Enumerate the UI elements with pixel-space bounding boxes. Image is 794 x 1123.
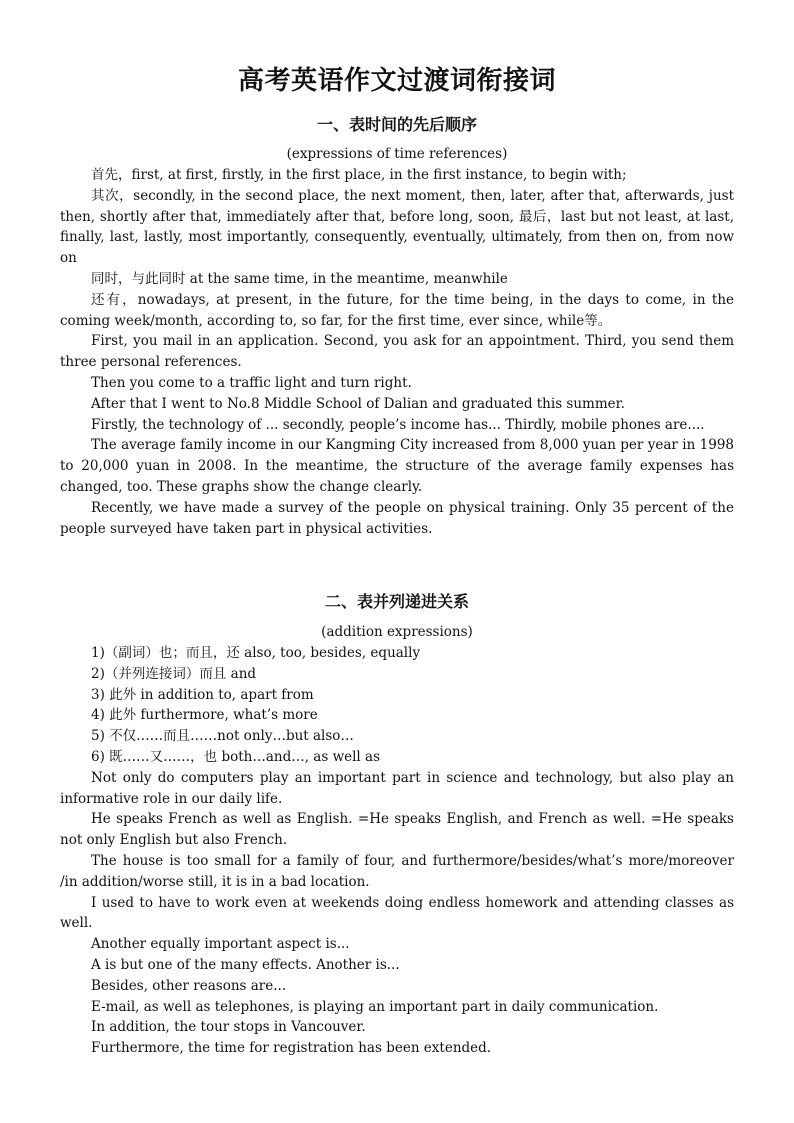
paragraph: Firstly, the technology of ... secondly, people’s income has... Thirdly, mobile phones are.... — [91, 416, 705, 433]
list-item: 6) 既……又……，也 both…and…, as well as — [91, 748, 381, 765]
list-item: 2)（并列连接词）而且 and — [91, 665, 257, 682]
paragraph: In addition, the tour stops in Vancouver. — [91, 1019, 366, 1036]
paragraph: 还有，nowadays, at present, in the future, for the time being, in the days to come, in the coming week/month, according to, so far, for the first time, ever since, while等。 — [60, 291, 734, 329]
paragraph: I used to have to work even at weekends doing endless homework and attending classes as well. — [60, 894, 734, 932]
paragraph: Furthermore, the time for registration has been extended. — [91, 1040, 492, 1057]
paragraph: He speaks French as well as English. =He speaks English, and French as well. =He speaks not only English but also French. — [60, 811, 734, 849]
section-2-heading: 二、表并列递进关系 — [324, 592, 469, 611]
paragraph: Recently, we have made a survey of the people on physical training. Only 35 percent of the people surveyed have taken part in physical activities. — [60, 499, 734, 537]
paragraph: A is but one of the many effects. Another is... — [91, 956, 400, 973]
paragraph: After that I went to No.8 Middle School of Dalian and graduated this summer. — [91, 395, 625, 412]
list-item: 3) 此外 in addition to, apart from — [91, 686, 314, 703]
paragraph: E-mail, as well as telephones, is playing an important part in daily communication. — [91, 998, 659, 1015]
list-item: 1)（副词）也；而且，还 also, too, besides, equally — [91, 645, 421, 661]
paragraph: 同时，与此同时 at the same time, in the meantime, meanwhile — [91, 270, 508, 287]
paragraph: First, you mail in an application. Second, you ask for an appointment. Third, you send them three personal references. — [60, 333, 734, 371]
paragraph: Then you come to a traffic light and turn right. — [91, 374, 412, 391]
list-item: 4) 此外 furthermore, what’s more — [91, 707, 318, 724]
section-1-heading: 一、表时间的先后顺序 — [316, 115, 477, 134]
list-item: 5) 不仅……而且……not only…but also… — [91, 728, 354, 745]
section-1-body — [60, 165, 734, 539]
paragraph: Not only do computers play an important part in science and technology, but also play an informative role in our daily life. — [60, 769, 734, 807]
section-2-body — [60, 643, 734, 1059]
paragraph: The average family income in our Kangming City increased from 8,000 yuan per year in 1998 to 20,000 yuan in 2008. In the meantime, the structure of the average family expenses has changed, too. These graphs show the change clearly. — [60, 437, 734, 495]
paragraph: 首先，first, at first, firstly, in the first place, in the first instance, to begin with; — [91, 167, 627, 183]
paragraph: Another equally important aspect is... — [91, 936, 350, 953]
section-2-subheading: (addition expressions) — [321, 624, 473, 640]
paragraph: The house is too small for a family of four, and furthermore/besides/what’s more/moreover /in addition/worse still, it is in a bad location. — [60, 852, 734, 890]
paragraph: Besides, other reasons are... — [91, 977, 287, 994]
section-1-subheading: (expressions of time references) — [286, 146, 508, 162]
page-title: 高考英语作文过渡词衔接词 — [237, 66, 556, 96]
paragraph: 其次，secondly, in the second place, the next moment, then, later, after that, afterwards, just then, shortly after that, immediately after that, before long, soon, 最后，last but not least, at last, finally, last, lastly, most importantly, consequently, eventually, ultimately, from then on, from now on — [60, 187, 734, 267]
